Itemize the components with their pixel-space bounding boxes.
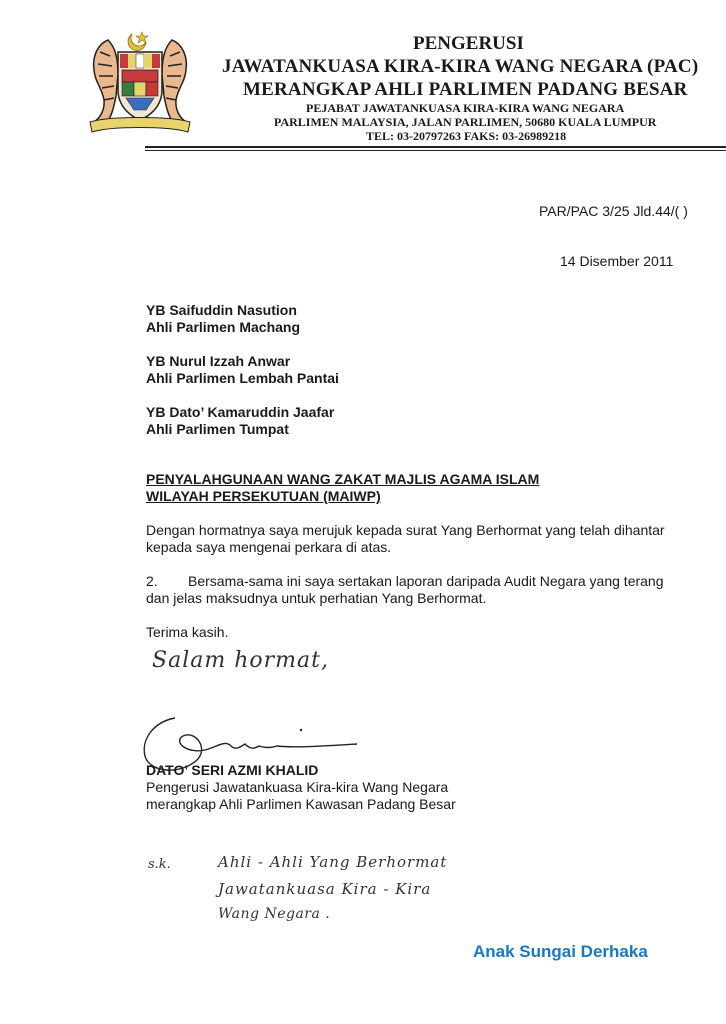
paragraph-1-line-2: kepada saya mengenai perkara di atas. <box>146 539 392 555</box>
letterhead-divider-thick <box>145 146 726 148</box>
handwritten-cc-line-2: Jawatankuasa Kira - Kira <box>218 880 432 898</box>
signatory-title-line-1: Pengerusi Jawatankuasa Kira-kira Wang Negara <box>146 779 449 795</box>
coat-of-arms-emblem <box>80 30 200 138</box>
paragraph-2-number: 2. <box>146 573 158 589</box>
subject-line-1: PENYALAHGUNAAN WANG ZAKAT MAJLIS AGAMA ISLAM <box>146 471 540 487</box>
handwritten-cc-prefix: s.k. <box>148 857 171 872</box>
reference-number: PAR/PAC 3/25 Jld.44/( ) <box>539 203 688 219</box>
paragraph-2-line-1: Bersama-sama ini saya sertakan laporan daripada Audit Negara yang terang <box>188 573 664 589</box>
letterhead-title: PENGERUSI <box>413 33 524 54</box>
subject-line-2: WILAYAH PERSEKUTUAN (MAIWP) <box>146 488 381 504</box>
watermark-text: Anak Sungai Derhaka <box>473 942 648 961</box>
paragraph-1-line-1: Dengan hormatnya saya merujuk kepada surat Yang Berhormat yang telah dihantar <box>146 522 665 538</box>
letter-date: 14 Disember 2011 <box>560 253 674 269</box>
letterhead-divider-thin <box>145 150 726 151</box>
handwritten-cc-line-1: Ahli - Ahli Yang Berhormat <box>218 853 448 871</box>
recipient-1-name: YB Saifuddin Nasution <box>146 302 297 318</box>
letterhead-contact: TEL: 03-20797263 FAKS: 03-26989218 <box>366 129 567 143</box>
letterhead-constituency: MERANGKAP AHLI PARLIMEN PADANG BESAR <box>243 79 688 100</box>
closing-text: Terima kasih. <box>146 624 229 640</box>
letterhead-committee-name: JAWATANKUASA KIRA-KIRA WANG NEGARA (PAC) <box>222 56 699 77</box>
recipient-3-name: YB Dato’ Kamaruddin Jaafar <box>146 404 335 420</box>
handwritten-greeting: Salam hormat, <box>152 648 329 673</box>
signatory-title-line-2: merangkap Ahli Parlimen Kawasan Padang Besar <box>146 796 456 812</box>
letterhead-office: PEJABAT JAWATANKUASA KIRA-KIRA WANG NEGARA <box>306 101 625 115</box>
paragraph-2-line-2: dan jelas maksudnya untuk perhatian Yang Berhormat. <box>146 590 487 606</box>
signatory-name: DATO’ SERI AZMI KHALID <box>146 762 319 778</box>
recipient-1-title: Ahli Parlimen Machang <box>146 319 301 335</box>
recipient-3-title: Ahli Parlimen Tumpat <box>146 421 289 437</box>
recipient-2-name: YB Nurul Izzah Anwar <box>146 353 291 369</box>
letterhead-address: PARLIMEN MALAYSIA, JALAN PARLIMEN, 50680 KUALA LUMPUR <box>274 115 657 129</box>
recipient-2-title: Ahli Parlimen Lembah Pantai <box>146 370 339 386</box>
handwritten-cc-line-3: Wang Negara . <box>218 906 331 922</box>
